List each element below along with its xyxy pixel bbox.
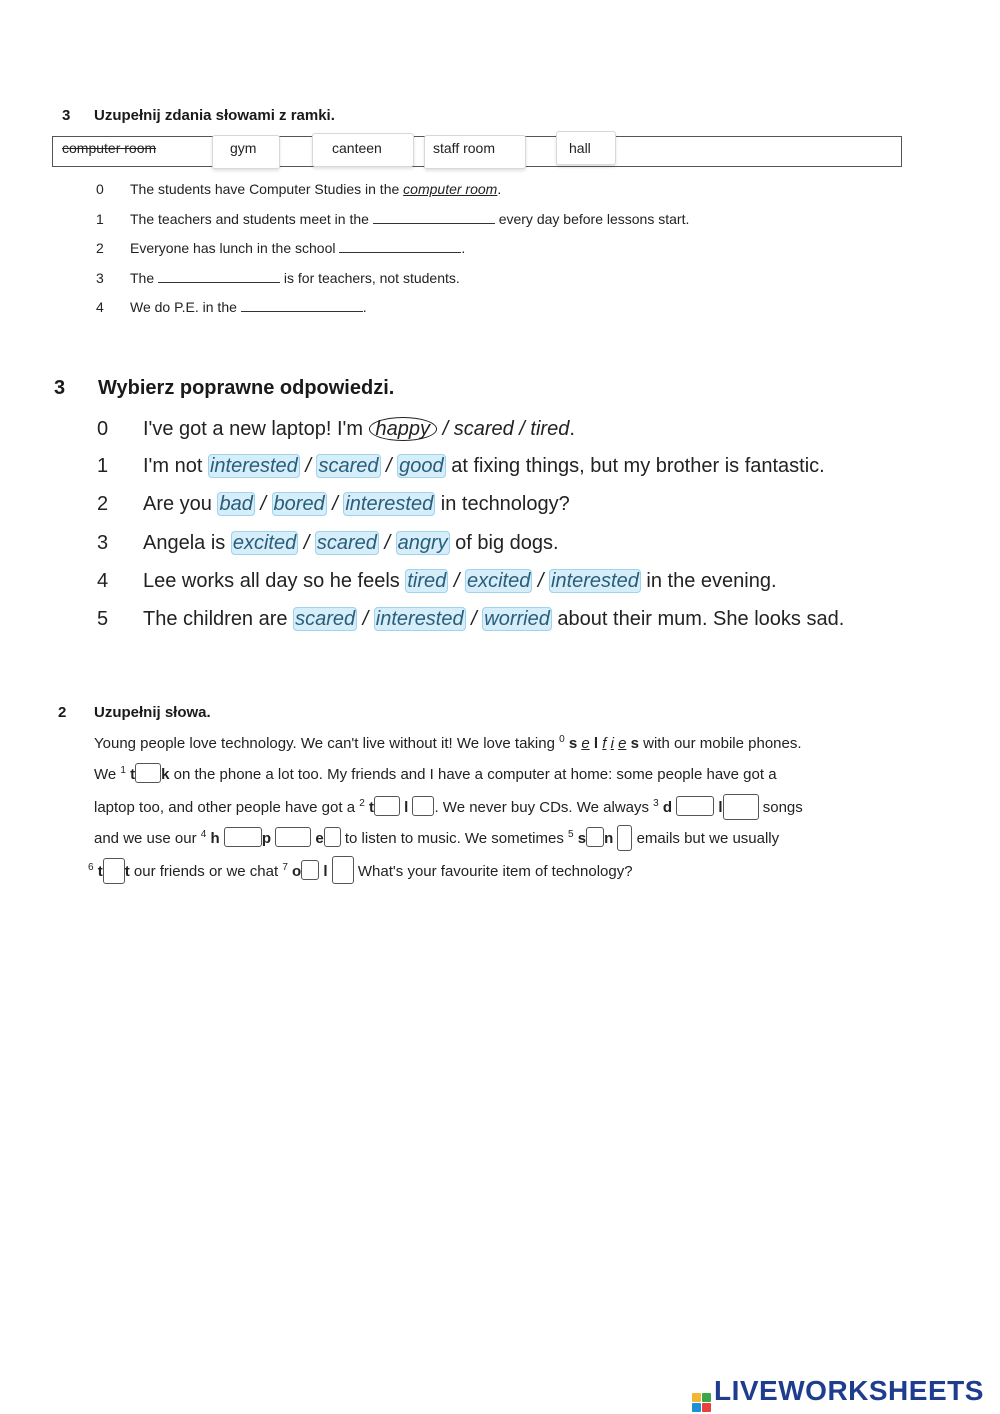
exercise-number: 2 [58, 704, 67, 721]
option-choice[interactable]: scared [295, 608, 356, 630]
letter-input-box[interactable] [676, 796, 714, 816]
choice-sentence-1: 1 I'm not interested / scared / good at fixing things, but my brother is fantastic. [97, 455, 825, 477]
option-choice[interactable]: excited [466, 570, 531, 592]
letter-input-box[interactable] [374, 796, 400, 816]
choice-sentence-4: 4 Lee works all day so he feels tired / excited / interested in the evening. [97, 570, 777, 592]
exercise-1-title [62, 107, 335, 124]
sentence-2: 2 Everyone has lunch in the school . [96, 240, 466, 256]
letter-input-box[interactable] [301, 860, 319, 880]
exercise-2-title [54, 377, 394, 400]
option-choice[interactable]: bored [273, 493, 325, 515]
letter-input-box[interactable] [617, 825, 632, 851]
logo-grid-icon [692, 1393, 711, 1412]
choice-sentence-0: 0 I've got a new laptop! I'm happy / scared / tired. [97, 418, 575, 440]
word-hall: hall [569, 140, 591, 156]
letter-input-box[interactable] [135, 763, 161, 783]
option-choice[interactable]: excited [232, 532, 297, 554]
option-choice[interactable]: scared [318, 455, 379, 477]
letter-input-box[interactable] [586, 827, 604, 847]
letter-input-box[interactable] [275, 827, 311, 847]
word-computer-room: computer room [62, 140, 157, 156]
exercise-3-title [58, 704, 211, 721]
option: tired [530, 418, 570, 440]
letter-input-box[interactable] [103, 858, 125, 884]
paragraph-line-3: laptop too, and other people have got a $^2$ t l . We never buy CDs. We always $^3$ d l songs [94, 794, 803, 820]
option-choice[interactable]: interested [345, 493, 434, 515]
sentence-1: 1 The teachers and students meet in the every day before lessons start. [96, 211, 690, 227]
sentence-4: 4 We do P.E. in the . [96, 299, 367, 315]
letter-input-box[interactable] [224, 827, 262, 847]
word-gym: gym [230, 140, 257, 156]
word-canteen: canteen [332, 140, 382, 156]
option-circled: happy [369, 417, 438, 441]
option-choice[interactable]: scared [316, 532, 377, 554]
sentence-0: 0 The students have Computer Studies in the computer room. [96, 181, 502, 197]
exercise-instruction: Wybierz poprawne odpowiedzi. [98, 377, 395, 399]
letter-input-box[interactable] [723, 794, 759, 820]
option-choice[interactable]: interested [209, 455, 298, 477]
option: scared [453, 418, 514, 440]
option-choice[interactable]: worried [484, 608, 550, 630]
option-choice[interactable]: good [399, 455, 444, 477]
option-choice[interactable]: interested [551, 570, 639, 592]
option-choice[interactable]: bad [219, 493, 253, 515]
answer-blank-4[interactable] [241, 298, 363, 312]
letter-input-box[interactable] [324, 827, 341, 847]
exercise-number: 3 [54, 377, 66, 399]
answer-blank-2[interactable] [339, 239, 461, 253]
paragraph-line-4: and we use our $^4$ h p e to listen to music. We sometimes $^5$ s n emails but we usually [94, 825, 779, 851]
exercise-instruction: Uzupełnij zdania słowami z ramki. [94, 107, 335, 124]
example-answer: computer room [403, 181, 498, 197]
choice-sentence-2: 2 Are you bad / bored / interested in technology? [97, 493, 570, 515]
answer-blank-1[interactable] [373, 210, 495, 224]
exercise-instruction: Uzupełnij słowa. [94, 704, 211, 721]
choice-sentence-5: 5 The children are scared / interested / worried about their mum. She looks sad. [97, 608, 845, 630]
option-choice[interactable]: angry [397, 532, 448, 554]
word-staff-room: staff room [433, 140, 495, 156]
exercise-number: 3 [62, 107, 71, 124]
paragraph-line-2: We $^1$ t k on the phone a lot too. My friends and I have a computer at home: some people have got a [94, 765, 777, 783]
answer-blank-3[interactable] [158, 269, 280, 283]
letter-input-box[interactable] [412, 796, 434, 816]
paragraph-line-5: $^6$ t t our friends or we chat $^7$ o l What's your favourite item of technology? [88, 856, 633, 884]
option-choice[interactable]: interested [375, 608, 464, 630]
letter-input-box[interactable] [332, 856, 354, 884]
liveworksheets-logo [692, 1375, 984, 1412]
option-choice[interactable]: tired [407, 570, 447, 592]
choice-sentence-3: 3 Angela is excited / scared / angry of big dogs. [97, 532, 559, 554]
sentence-3: 3 The is for teachers, not students. [96, 270, 460, 286]
paragraph-line-1: Young people love technology. We can't live without it! We love taking $^0$ s e l f i e s with our mobile phones. [94, 734, 802, 752]
logo-text: LIVEWORKSHEETS [714, 1375, 984, 1406]
